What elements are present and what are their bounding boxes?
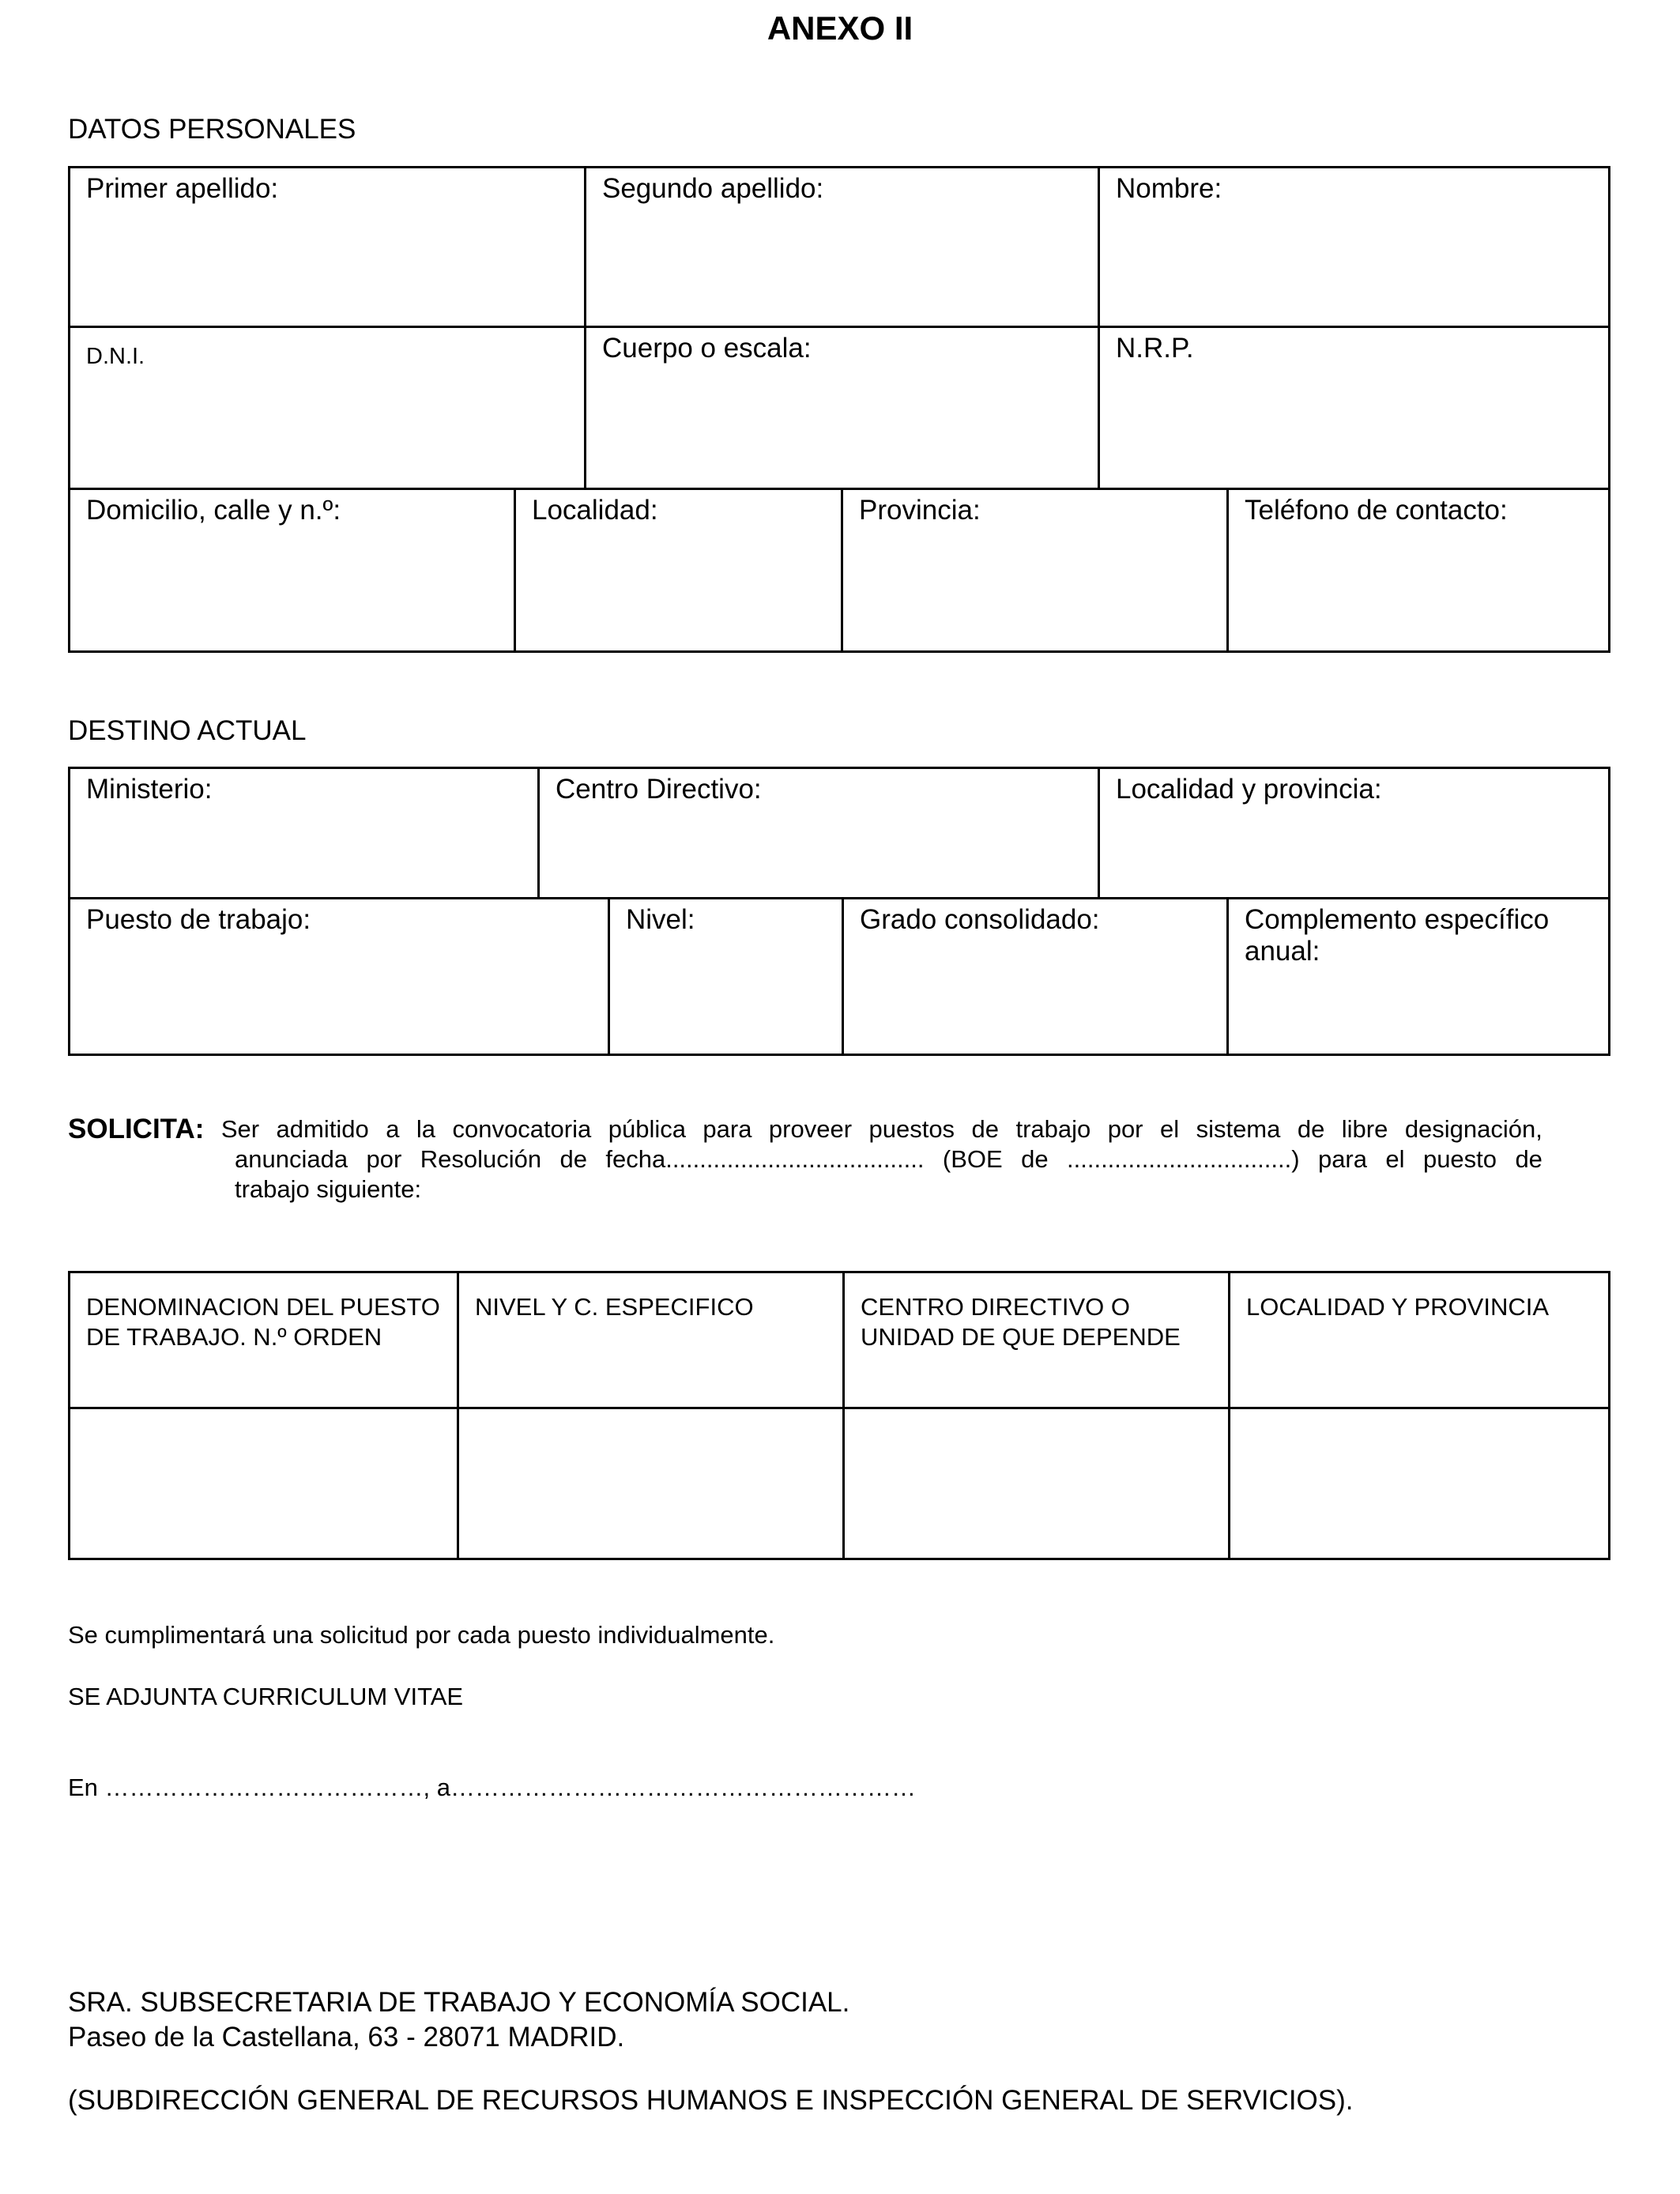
solicita-keyword: SOLICITA:: [68, 1114, 205, 1144]
personal-data-heading: DATOS PERSONALES: [68, 114, 356, 145]
provincia-field[interactable]: Provincia:: [841, 490, 1226, 650]
address-department-line: (SUBDIRECCIÓN GENERAL DE RECURSOS HUMANOS E INSPECCIÓN GENERAL DE SERVICIOS).: [68, 2085, 1354, 2116]
localidad-provincia-field[interactable]: Localidad y provincia:: [1098, 769, 1608, 897]
solicita-word: libre: [1341, 1115, 1388, 1143]
destino-actual-table: [68, 767, 1610, 1056]
place-date-line[interactable]: En …………………………………, a…………………………………………………: [68, 1774, 916, 1801]
solicita-word: Ser: [220, 1115, 260, 1143]
puestos-entry-localidad[interactable]: [1228, 1409, 1608, 1558]
puestos-entry-denominacion[interactable]: [70, 1409, 457, 1558]
destino-actual-heading: DESTINO ACTUAL: [68, 715, 307, 746]
solicita-line-3: trabajo siguiente:: [235, 1175, 422, 1203]
nivel-field[interactable]: Nivel:: [608, 899, 842, 1054]
cuerpo-escala-field[interactable]: Cuerpo o escala:: [584, 328, 1098, 488]
solicita-word: puestos: [868, 1115, 955, 1143]
solicita-word: proveer: [768, 1115, 853, 1143]
puestos-entry-centro[interactable]: [842, 1409, 1228, 1558]
solicita-word: puesto: [1422, 1145, 1497, 1173]
ministerio-field[interactable]: Ministerio:: [86, 774, 213, 805]
document-title: ANEXO II: [767, 9, 913, 47]
solicita-word: de: [1021, 1145, 1049, 1173]
solicita-word: el: [1159, 1115, 1180, 1143]
solicita-line-1: [68, 1114, 1543, 1144]
puestos-header-centro: CENTRO DIRECTIVO O UNIDAD DE QUE DEPENDE: [842, 1273, 1228, 1407]
localidad-field[interactable]: Localidad:: [514, 490, 841, 650]
solicita-word: por: [366, 1145, 402, 1173]
solicita-word: de: [1297, 1115, 1325, 1143]
solicita-word: designación,: [1404, 1115, 1543, 1143]
solicita-word: convocatoria: [452, 1115, 592, 1143]
complemento-especifico-field[interactable]: Complemento específico anual:: [1226, 899, 1608, 1054]
solicita-word: a: [386, 1115, 400, 1143]
puestos-header-nivel: NIVEL Y C. ESPECIFICO: [457, 1273, 842, 1407]
nombre-field[interactable]: Nombre:: [1098, 168, 1608, 326]
solicita-word: de: [559, 1145, 587, 1173]
puestos-entry-nivel[interactable]: [457, 1409, 842, 1558]
solicita-word: anunciada: [235, 1145, 348, 1173]
destino-row-2: [70, 897, 1608, 1054]
solicita-word: (BOE: [942, 1145, 1003, 1173]
solicita-line-2: [68, 1144, 1543, 1174]
curriculum-note: SE ADJUNTA CURRICULUM VITAE: [68, 1683, 464, 1710]
puestos-header-localidad: LOCALIDAD Y PROVINCIA: [1228, 1273, 1608, 1407]
personal-data-table: [68, 166, 1610, 653]
boe-blank[interactable]: .................................): [1067, 1145, 1300, 1173]
address-street-line: Paseo de la Castellana, 63 - 28071 MADRID.: [68, 2022, 625, 2053]
grado-consolidado-field[interactable]: Grado consolidado:: [842, 899, 1226, 1054]
solicita-word: trabajo: [1015, 1115, 1091, 1143]
solicita-word: para: [1317, 1145, 1367, 1173]
primer-apellido-field[interactable]: Primer apellido:: [86, 173, 279, 204]
telefono-field[interactable]: Teléfono de contacto:: [1226, 490, 1608, 650]
solicita-paragraph: [68, 1114, 1543, 1204]
personal-row-ids: [70, 326, 1608, 488]
personal-row-names: [70, 168, 1608, 326]
segundo-apellido-field[interactable]: Segundo apellido:: [584, 168, 1098, 326]
solicita-word: admitido: [276, 1115, 369, 1143]
fecha-blank[interactable]: fecha......................................: [605, 1145, 925, 1173]
personal-row-address: [70, 488, 1608, 650]
addressee-line: SRA. SUBSECRETARIA DE TRABAJO Y ECONOMÍA SOCIAL.: [68, 1987, 850, 2018]
solicita-word: para: [703, 1115, 752, 1143]
puestos-entry-row: [70, 1407, 1608, 1558]
domicilio-field[interactable]: Domicilio, calle y n.º:: [86, 495, 341, 526]
solicita-word: por: [1107, 1115, 1143, 1143]
puestos-header-denominacion: DENOMINACION DEL PUESTO DE TRABAJO. N.º ORDEN: [86, 1293, 440, 1351]
centro-directivo-field[interactable]: Centro Directivo:: [537, 769, 1098, 897]
cumplimentara-note: Se cumplimentará una solicitud por cada puesto individualmente.: [68, 1621, 775, 1649]
puestos-header-row: [70, 1273, 1608, 1407]
puestos-table: [68, 1271, 1610, 1560]
puesto-trabajo-field[interactable]: Puesto de trabajo:: [86, 904, 311, 935]
solicita-word: de: [971, 1115, 999, 1143]
solicita-word: el: [1385, 1145, 1405, 1173]
destino-row-1: [70, 769, 1608, 897]
nrp-field[interactable]: N.R.P.: [1098, 328, 1608, 488]
solicita-word: sistema: [1196, 1115, 1281, 1143]
solicita-word: pública: [608, 1115, 686, 1143]
solicita-word: la: [416, 1115, 436, 1143]
dni-field[interactable]: D.N.I.: [86, 344, 145, 369]
solicita-word: Resolución: [420, 1145, 542, 1173]
solicita-word: de: [1515, 1145, 1543, 1173]
